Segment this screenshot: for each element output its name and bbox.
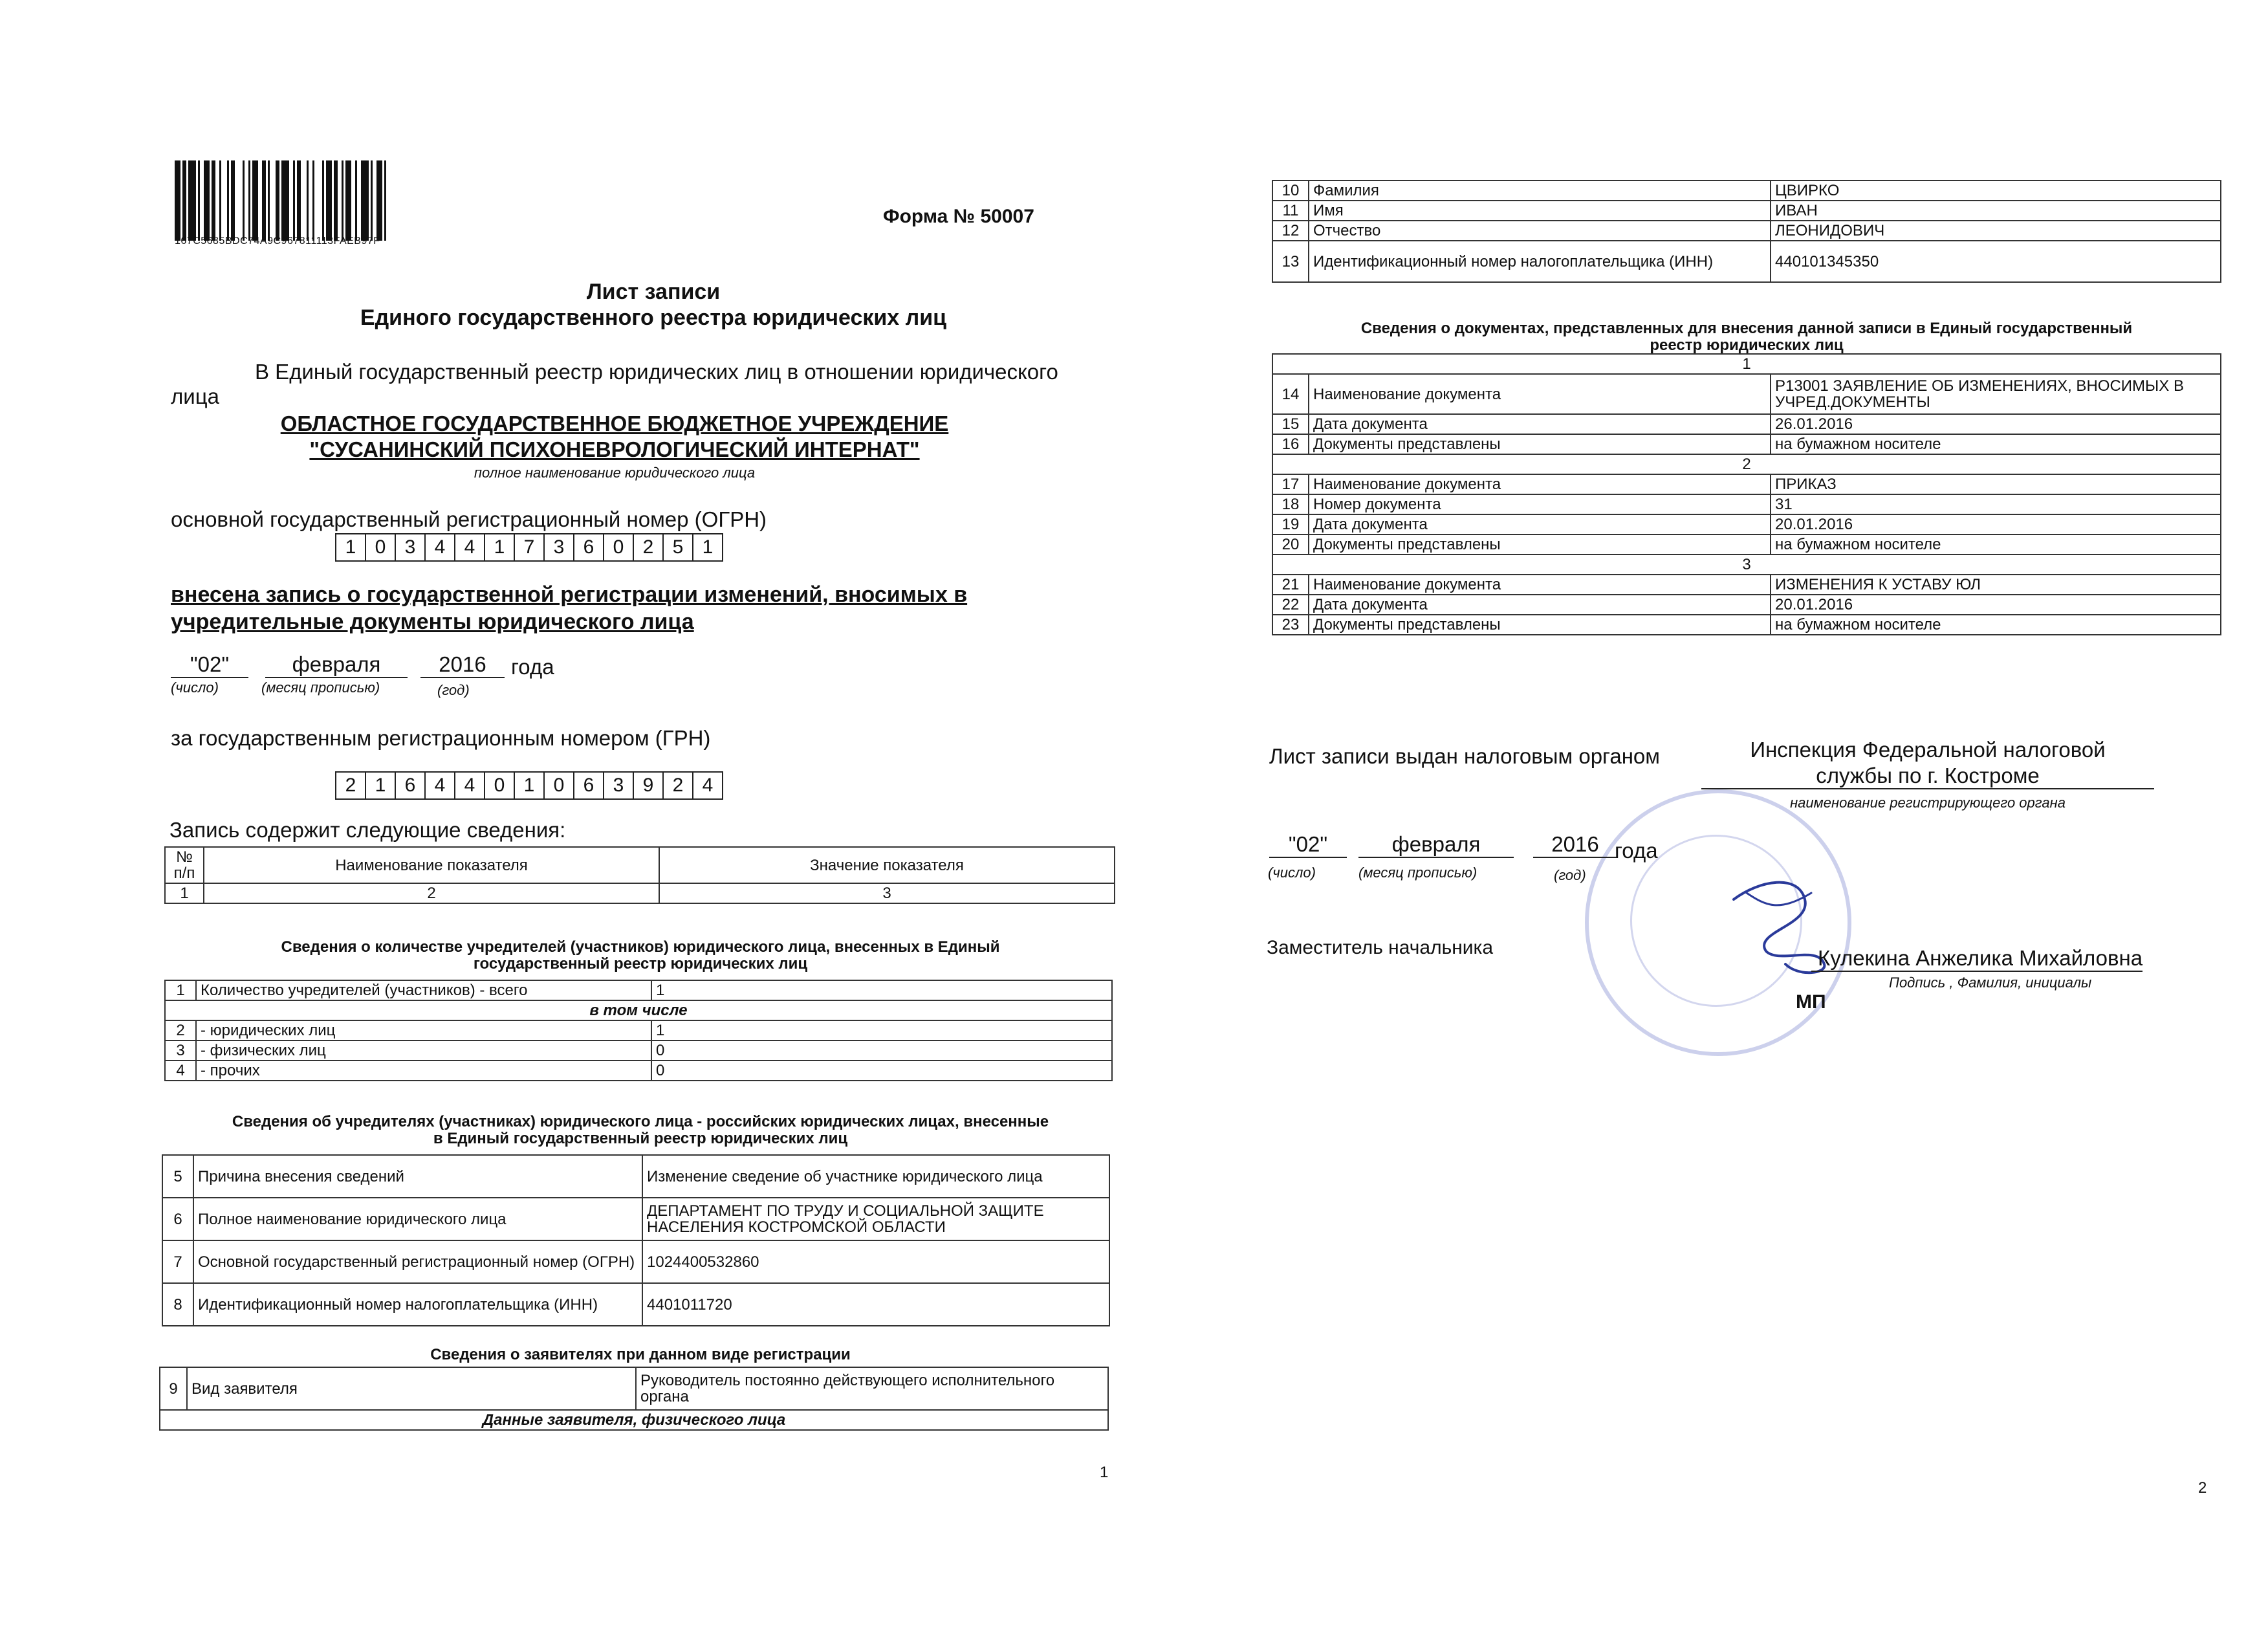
documents-row-name: Наименование документа [1309, 474, 1771, 494]
founders-count-row-value: 1 [651, 980, 1112, 1000]
documents-heading2: реестр юридических лиц [1650, 336, 1844, 354]
documents-row-num: 18 [1272, 494, 1309, 514]
person-row-num: 11 [1272, 201, 1309, 221]
title-line1: Лист записи [586, 280, 721, 304]
founders-count-table [164, 980, 1113, 1081]
barcode-bar [386, 160, 390, 241]
founders-info-row-num: 5 [162, 1155, 193, 1198]
documents-row-num: 20 [1272, 534, 1309, 555]
founders-info-heading1: Сведения об учредителях (участниках) юридического лица - российских юридических лицах, внесенные [232, 1113, 1049, 1130]
person-row-name: Отчество [1309, 221, 1771, 241]
documents-row-num: 16 [1272, 434, 1309, 454]
documents-row-name: Документы представлены [1309, 534, 1771, 555]
documents-row-name: Документы представлены [1309, 615, 1771, 635]
founders-info-row-value: Изменение сведение об участнике юридического лица [642, 1155, 1109, 1198]
ogrn-digit: 2 [633, 533, 664, 562]
documents-row-value: 20.01.2016 [1771, 595, 2221, 615]
applicants-heading: Сведения о заявителях при данном виде регистрации [430, 1346, 851, 1363]
barcode-bar [361, 160, 369, 241]
barcode-bar [314, 160, 322, 241]
grn-digit: 6 [395, 771, 426, 800]
ogrn-digit: 7 [514, 533, 545, 562]
documents-row-value: на бумажном носителе [1771, 615, 2221, 635]
documents-table [1272, 353, 2221, 635]
documents-heading1: Сведения о документах, представленных для внесения данной записи в Единый государственный [1360, 320, 2133, 337]
header-num-2: 2 [204, 883, 659, 903]
documents-row-num: 21 [1272, 575, 1309, 595]
ogrn-digit: 1 [484, 533, 515, 562]
documents-row-value: 26.01.2016 [1771, 414, 2221, 434]
date1-day: "02" [171, 652, 248, 678]
grn-label: за государственным регистрационным номером (ГРН) [171, 726, 711, 750]
documents-row-value: на бумажном носителе [1771, 434, 2221, 454]
grn-digit: 4 [692, 771, 723, 800]
documents-group-label: 2 [1272, 454, 2221, 474]
intro-line2: лица [171, 384, 219, 408]
grn-digit: 3 [603, 771, 634, 800]
ogrn-digit: 1 [335, 533, 366, 562]
documents-row-name: Дата документа [1309, 514, 1771, 534]
person-row-value: ЦВИРКО [1771, 181, 2221, 201]
ogrn-label: основной государственный регистрационный номер (ОГРН) [171, 507, 767, 531]
issued-caption: наименование регистрирующего органа [1790, 795, 2066, 811]
documents-row-name: Номер документа [1309, 494, 1771, 514]
issued-org-line1: Инспекция Федеральной налоговой [1750, 738, 2106, 762]
ogrn-digit: 4 [454, 533, 485, 562]
founders-info-row-num: 7 [162, 1240, 193, 1283]
founders-count-heading2: государственный реестр юридических лиц [473, 955, 808, 973]
documents-row-name: Дата документа [1309, 414, 1771, 434]
grn-digit: 2 [662, 771, 693, 800]
founders-count-heading1: Сведения о количестве учредителей (участников) юридического лица, внесенных в Единый [281, 938, 1000, 956]
date2-suffix: года [1615, 839, 1658, 863]
form-number: Форма № 50007 [883, 206, 1034, 227]
founders-count-row-name: - прочих [196, 1061, 651, 1081]
date1-caption-month: (месяц прописью) [261, 679, 380, 696]
documents-row-value: 20.01.2016 [1771, 514, 2221, 534]
person-row-num: 10 [1272, 181, 1309, 201]
founders-count-row-name: Количество учредителей (участников) - всего [196, 980, 651, 1000]
documents-row-name: Наименование документа [1309, 374, 1771, 414]
intro-line1: В Единый государственный реестр юридических лиц в отношении юридического [255, 360, 1058, 384]
header-col-num: № п/п [165, 847, 204, 883]
date2-caption-year: (год) [1554, 867, 1586, 883]
founders-count-row-value: 0 [651, 1040, 1112, 1061]
barcode-bar [235, 160, 243, 241]
grn-digit: 0 [484, 771, 515, 800]
org-name-caption: полное наименование юридического лица [474, 465, 756, 481]
issued-org-line2: службы по г. Костроме [1701, 764, 2154, 789]
founders-count-row-value: 0 [651, 1061, 1112, 1081]
person-row-value: ИВАН [1771, 201, 2221, 221]
record-entered-line1: внесена запись о государственной регистрации изменений, вносимых в [171, 582, 968, 607]
barcode-bar [326, 160, 332, 241]
founders-count-row-value: 1 [651, 1020, 1112, 1040]
page-number-1: 1 [1100, 1464, 1109, 1481]
founders-info-row-num: 8 [162, 1283, 193, 1326]
date2-caption-month: (месяц прописью) [1358, 864, 1477, 881]
founders-info-row-value: 4401011720 [642, 1283, 1109, 1326]
documents-row-num: 15 [1272, 414, 1309, 434]
founders-info-row-name: Причина внесения сведений [193, 1155, 642, 1198]
barcode-bar [301, 160, 307, 241]
date1-caption-day: (число) [171, 679, 219, 696]
ogrn-digit: 3 [543, 533, 574, 562]
documents-row-num: 22 [1272, 595, 1309, 615]
date2-caption-day: (число) [1268, 864, 1316, 881]
documents-row-name: Документы представлены [1309, 434, 1771, 454]
grn-digit: 6 [573, 771, 604, 800]
barcode-bar [252, 160, 258, 241]
record-contains: Запись содержит следующие сведения: [169, 818, 566, 842]
date1-suffix: года [511, 655, 554, 679]
founders-count-row-num: 4 [165, 1061, 196, 1081]
documents-group-label: 3 [1272, 555, 2221, 575]
barcode-bar [376, 160, 382, 241]
founders-info-row-name: Основной государственный регистрационный номер (ОГРН) [193, 1240, 642, 1283]
ogrn-digit: 5 [662, 533, 693, 562]
documents-row-value: ПРИКАЗ [1771, 474, 2221, 494]
founders-info-row-name: Полное наименование юридического лица [193, 1198, 642, 1240]
documents-row-name: Наименование документа [1309, 575, 1771, 595]
signer-position: Заместитель начальника [1267, 937, 1494, 958]
applicants-row-num: 9 [160, 1367, 187, 1410]
founders-info-heading2: в Единый государственный реестр юридических лиц [433, 1130, 848, 1147]
date1-caption-year: (год) [437, 682, 470, 698]
person-row-value: ЛЕОНИДОВИЧ [1771, 221, 2221, 241]
person-row-num: 13 [1272, 241, 1309, 282]
ogrn-digit: 3 [395, 533, 426, 562]
documents-row-num: 23 [1272, 615, 1309, 635]
header-num-3: 3 [659, 883, 1115, 903]
documents-row-name: Дата документа [1309, 595, 1771, 615]
header-table [164, 846, 1115, 904]
date2-month: февраля [1358, 832, 1514, 858]
stamp-place-mp: МП [1796, 991, 1826, 1013]
org-name-line2: "СУСАНИНСКИЙ ПСИХОНЕВРОЛОГИЧЕСКИЙ ИНТЕРНАТ" [309, 437, 920, 461]
person-row-value: 440101345350 [1771, 241, 2221, 282]
grn-digit: 2 [335, 771, 366, 800]
founders-info-row-num: 6 [162, 1198, 193, 1240]
grn-digit: 0 [543, 771, 574, 800]
issued-label: Лист записи выдан налоговым органом [1269, 744, 1660, 768]
founders-count-row-name: - юридических лиц [196, 1020, 651, 1040]
founders-info-row-name: Идентификационный номер налогоплательщика (ИНН) [193, 1283, 642, 1326]
title-line2: Единого государственного реестра юридических лиц [360, 305, 947, 330]
date1-month: февраля [265, 652, 408, 678]
barcode-code: 167C5685BDC74A9C967811113FAEB97F [175, 236, 380, 247]
grn-digit: 4 [424, 771, 455, 800]
record-entered-line2: учредительные документы юридического лица [171, 610, 694, 634]
grn-digits [336, 771, 723, 800]
documents-row-value: 31 [1771, 494, 2221, 514]
person-row-name: Идентификационный номер налогоплательщика (ИНН) [1309, 241, 1771, 282]
ogrn-digit: 0 [603, 533, 634, 562]
applicants-row-name: Вид заявителя [187, 1367, 636, 1410]
grn-digit: 1 [365, 771, 396, 800]
date1-year: 2016 [420, 652, 505, 678]
documents-row-num: 17 [1272, 474, 1309, 494]
signer-name: Кулекина Анжелика Михайловна [1811, 946, 2143, 972]
documents-row-num: 14 [1272, 374, 1309, 414]
documents-group-label: 1 [1272, 354, 2221, 374]
documents-row-num: 19 [1272, 514, 1309, 534]
ogrn-digit: 6 [573, 533, 604, 562]
date2-day: "02" [1269, 832, 1347, 858]
founders-info-table [162, 1154, 1110, 1326]
header-num-1: 1 [165, 883, 204, 903]
ogrn-digit: 4 [424, 533, 455, 562]
header-col-value: Значение показателя [659, 847, 1115, 883]
person-table [1272, 180, 2221, 283]
barcode-bar [270, 160, 276, 241]
founders-info-row-value: 1024400532860 [642, 1240, 1109, 1283]
barcode-bar [281, 160, 289, 241]
founders-count-subhead: в том числе [165, 1000, 1112, 1020]
person-row-name: Имя [1309, 201, 1771, 221]
barcode-bar [221, 160, 227, 241]
page-number-2: 2 [2198, 1479, 2207, 1497]
barcode-bar [345, 160, 351, 241]
applicants-row-value: Руководитель постоянно действующего исполнительного органа [636, 1367, 1108, 1410]
ogrn-digit: 1 [692, 533, 723, 562]
signer-caption: Подпись , Фамилия, инициалы [1889, 974, 2092, 991]
documents-row-value: Р13001 ЗАЯВЛЕНИЕ ОБ ИЗМЕНЕНИЯХ, ВНОСИМЫХ В УЧРЕД.ДОКУМЕНТЫ [1771, 374, 2221, 414]
person-row-name: Фамилия [1309, 181, 1771, 201]
barcode-bar [175, 160, 180, 241]
barcode-bar [188, 160, 196, 241]
person-row-num: 12 [1272, 221, 1309, 241]
grn-digit: 9 [633, 771, 664, 800]
org-name-line1: ОБЛАСТНОЕ ГОСУДАРСТВЕННОЕ БЮДЖЕТНОЕ УЧРЕЖДЕНИЕ [280, 412, 949, 435]
applicants-table [159, 1367, 1109, 1431]
grn-digit: 4 [454, 771, 485, 800]
barcode-bar [204, 160, 210, 241]
grn-digit: 1 [514, 771, 545, 800]
founders-count-row-num: 1 [165, 980, 196, 1000]
documents-row-value: на бумажном носителе [1771, 534, 2221, 555]
applicants-subhead: Данные заявителя, физического лица [160, 1410, 1108, 1430]
date2-year: 2016 [1533, 832, 1617, 858]
founders-count-row-name: - физических лиц [196, 1040, 651, 1061]
header-col-name: Наименование показателя [204, 847, 659, 883]
ogrn-digits [336, 533, 723, 562]
documents-row-value: ИЗМЕНЕНИЯ К УСТАВУ ЮЛ [1771, 575, 2221, 595]
ogrn-digit: 0 [365, 533, 396, 562]
founders-count-row-num: 2 [165, 1020, 196, 1040]
founders-info-row-value: ДЕПАРТАМЕНТ ПО ТРУДУ И СОЦИАЛЬНОЙ ЗАЩИТЕ НАСЕЛЕНИЯ КОСТРОМСКОЙ ОБЛАСТИ [642, 1198, 1109, 1240]
barcode [175, 160, 433, 241]
founders-count-row-num: 3 [165, 1040, 196, 1061]
